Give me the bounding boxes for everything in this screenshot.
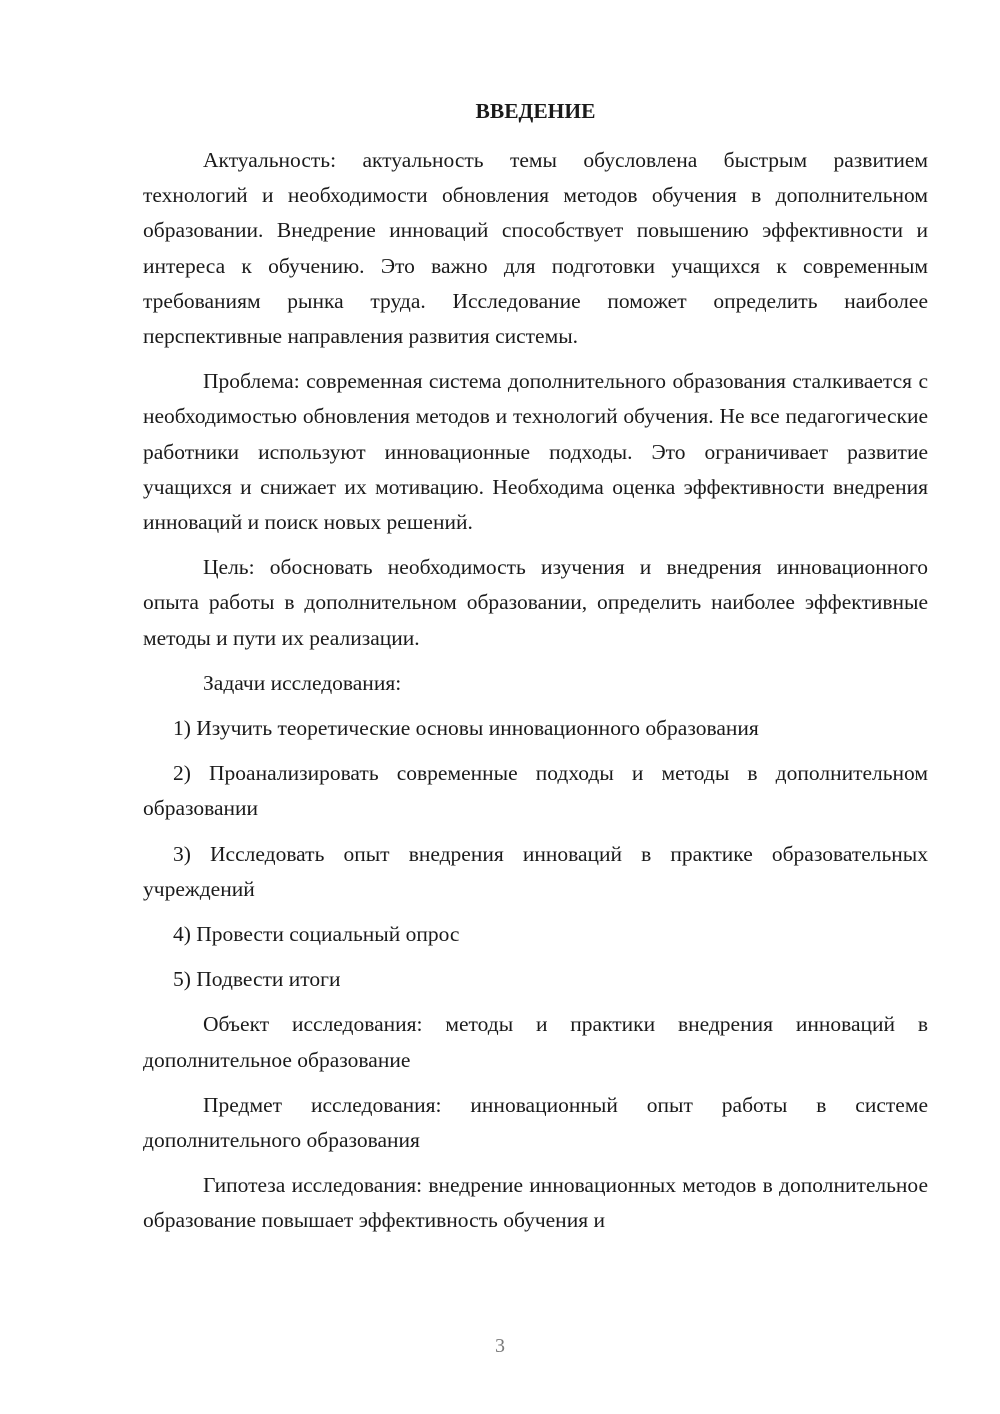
tasks-heading: Задачи исследования: [203,670,402,695]
task-item: 1) Изучить теоретические основы инновационного образования [173,716,759,741]
paragraph-problem: Проблема: современная система дополнительного образования сталкивается с необходимостью обновления методов и технологий обучения. Не все педагогические работники используют инновационные подходы. Это ограничивает развитие учащихся и снижает их мотивацию. Необходима оценка эффективности внедрения инноваций и поиск новых решений. [143,369,928,535]
paragraph-subject: Предмет исследования: инновационный опыт работы в системе дополнительного образования [143,1092,928,1153]
task-item: 5) Подвести итоги [173,967,341,992]
paragraph-goal: Цель: обосновать необходимость изучения и внедрения инновационного опыта работы в дополнительном образовании, определить наиболее эффективные методы и пути их реализации. [143,555,928,650]
page-title: ВВЕДЕНИЕ [475,99,596,123]
task-item: 3) Исследовать опыт внедрения инноваций в практике образовательных учреждений [143,841,928,901]
page-number: 3 [495,1335,505,1357]
paragraph-relevance: Актуальность: актуальность темы обусловлена быстрым развитием технологий и необходимости обновления методов обучения в дополнительном образовании. Внедрение инноваций способствует повышению эффективности и интереса к обучению. Это важно для подготовки учащихся к современным требованиям рынка труда. Исследование поможет определить наиболее перспективные направления развития системы. [143,148,928,349]
paragraph-object: Объект исследования: методы и практики внедрения инноваций в дополнительное образование [143,1012,928,1072]
document-body [143,143,928,1249]
task-item: 2) Проанализировать современные подходы и методы в дополнительном образовании [143,761,928,821]
paragraph-hypothesis: Гипотеза исследования: внедрение инновационных методов в дополнительное образование повышает эффективность обучения и [143,1173,928,1233]
task-item: 4) Провести социальный опрос [173,922,460,947]
